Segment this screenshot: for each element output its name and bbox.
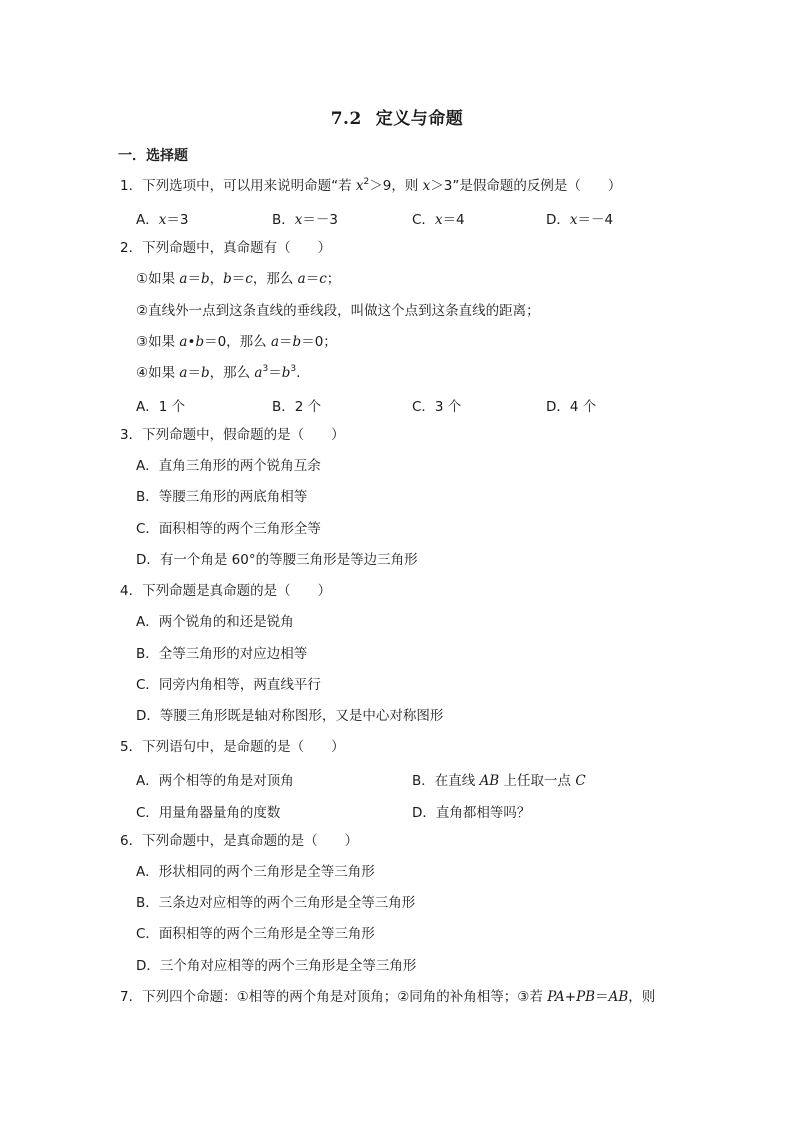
question-4-option-a: A．两个锐角的和还是锐角	[136, 614, 294, 630]
question-7-stem: 7．下列四个命题：①相等的两个角是对顶角；②同角的补角相等；③若 PA+PB＝AB，则	[120, 989, 656, 1005]
option-a: A．1 个	[136, 399, 186, 415]
option-b: B．x＝－3	[272, 212, 338, 228]
question-4-option-c: C．同旁内角相等，两直线平行	[136, 677, 321, 693]
question-2-stem: 2．下列命题中，真命题有（ ）	[120, 240, 332, 256]
option-a: A．两个相等的角是对顶角	[136, 773, 294, 789]
question-5-options-row-1	[136, 769, 656, 787]
option-a: A．x＝3	[136, 212, 189, 228]
title-number: 7.2	[330, 109, 362, 129]
question-6-stem: 6．下列命题中，是真命题的是（ ）	[120, 833, 359, 849]
section-heading: 一．选择题	[118, 148, 188, 164]
question-3-option-a: A．直角三角形的两个锐角互余	[136, 458, 321, 474]
question-2-statement-2: ②直线外一点到这条直线的垂线段，叫做这个点到这条直线的距离；	[136, 303, 540, 319]
option-b: B．在直线 AB 上任取一点 C	[412, 773, 586, 789]
question-2-statement-3: ③如果 a•b＝0，那么 a＝b＝0；	[136, 334, 337, 350]
question-4-option-d: D．等腰三角形既是轴对称图形，又是中心对称图形	[136, 708, 444, 724]
question-3-option-b: B．等腰三角形的两底角相等	[136, 489, 308, 505]
question-2-statement-4: ④如果 a＝b，那么 $a^3=b^3$.	[136, 364, 301, 381]
option-c: C．x＝4	[412, 212, 465, 228]
option-d: D．直角都相等吗？	[412, 805, 531, 821]
option-b: B．2 个	[272, 399, 322, 415]
page-title	[0, 104, 794, 129]
option-d: D．4 个	[546, 399, 597, 415]
question-1-options	[136, 208, 656, 226]
question-2-options	[136, 395, 656, 413]
question-4-stem: 4．下列命题是真命题的是（ ）	[120, 583, 332, 599]
option-d: D．x＝－4	[546, 212, 614, 228]
question-2-statement-1: ①如果 a＝b，b＝c，那么 a＝c；	[136, 271, 341, 287]
title-text: 定义与命题	[375, 109, 464, 129]
option-c: C．3 个	[412, 399, 462, 415]
question-6-option-c: C．面积相等的两个三角形是全等三角形	[136, 926, 375, 942]
question-4-option-b: B．全等三角形的对应边相等	[136, 646, 308, 662]
option-c: C．用量角器量角的度数	[136, 805, 281, 821]
question-3-option-c: C．面积相等的两个三角形全等	[136, 521, 321, 537]
question-6-option-d: D．三个角对应相等的两个三角形是全等三角形	[136, 958, 417, 974]
question-5-stem: 5．下列语句中，是命题的是（ ）	[120, 739, 345, 755]
question-6-option-b: B．三条边对应相等的两个三角形是全等三角形	[136, 895, 416, 911]
question-1-stem: 1．下列选项中，可以用来说明命题“若 $x^2>9$，则 x＞3”是假命题的反例是（ ）	[120, 177, 622, 194]
question-3-option-d: D．有一个角是 60°的等腰三角形是等边三角形	[136, 552, 418, 568]
question-3-stem: 3．下列命题中，假命题的是（ ）	[120, 427, 345, 443]
question-5-options-row-2	[136, 801, 656, 819]
question-6-option-a: A．形状相同的两个三角形是全等三角形	[136, 864, 375, 880]
